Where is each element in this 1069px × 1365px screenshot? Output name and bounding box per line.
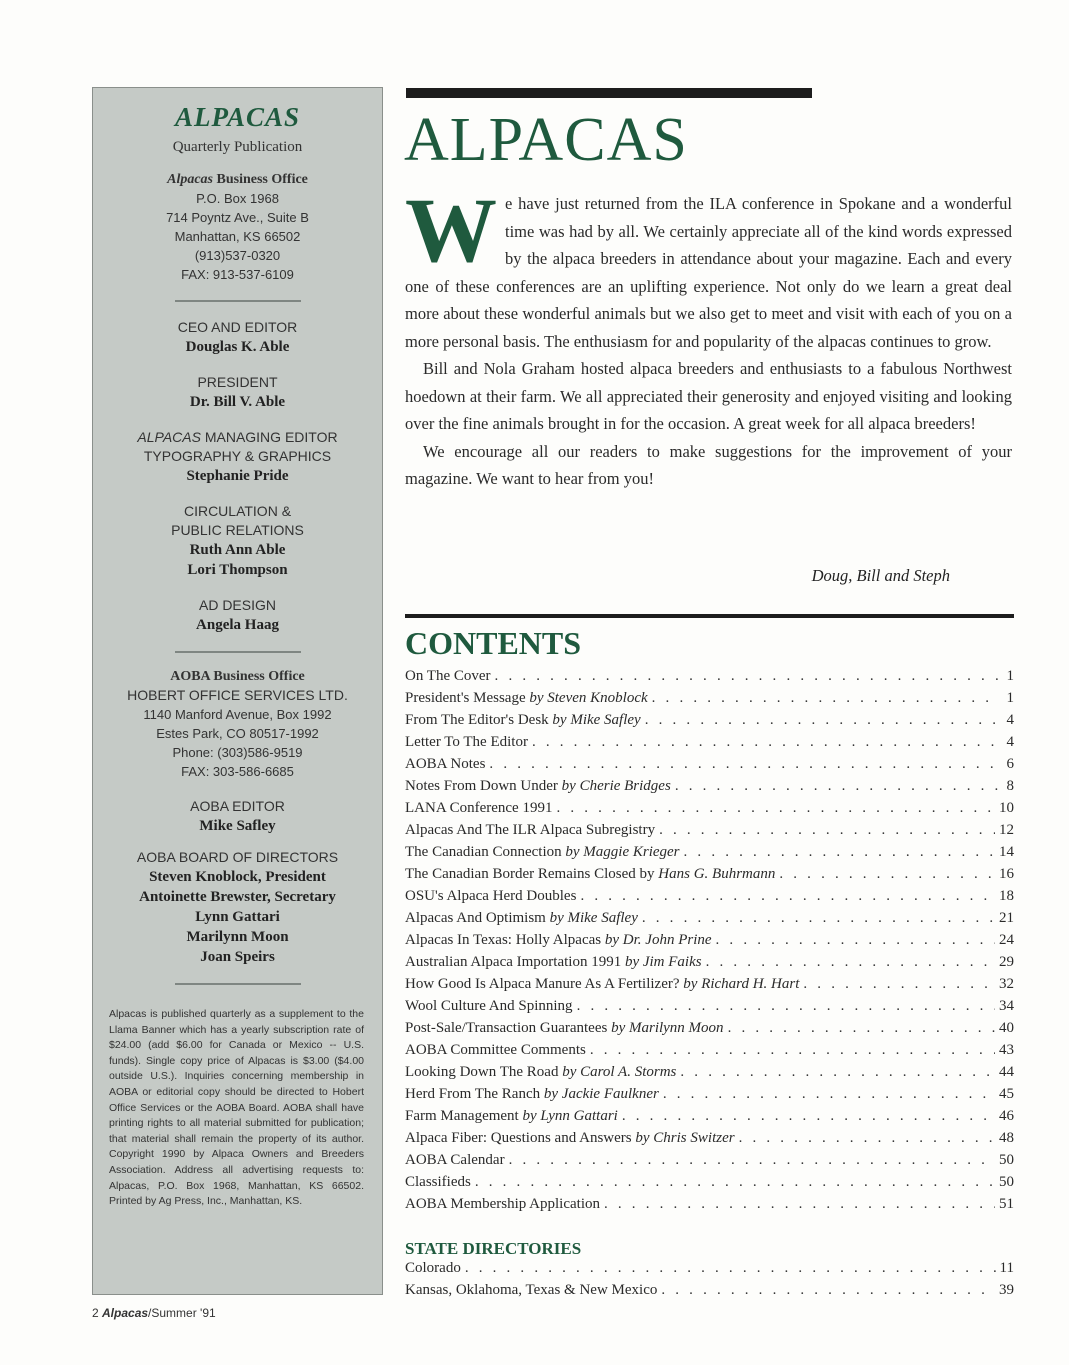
toc-entry[interactable] xyxy=(405,712,1014,734)
toc-entry-author: by Carol A. Storms xyxy=(562,1064,677,1080)
toc-dot-leader xyxy=(684,844,995,861)
toc-entry-title: AOBA Calendar xyxy=(405,1152,505,1168)
toc-entry-title: OSU's Alpaca Herd Doubles xyxy=(405,888,577,904)
toc-dot-leader xyxy=(663,1086,995,1103)
toc-page-number: 50 xyxy=(999,1174,1014,1190)
state-directories-heading: STATE DIRECTORIES xyxy=(405,1239,582,1258)
toc-entry-title: AOBA Membership Application xyxy=(405,1196,600,1212)
toc-dot-leader xyxy=(590,1042,995,1059)
state-directories-list xyxy=(405,1260,1014,1304)
masthead-subtitle: Quarterly Publication xyxy=(172,139,303,155)
staff-ad-design: AD DESIGN Angela Haag xyxy=(196,597,279,633)
toc-page-number: 32 xyxy=(999,976,1014,992)
toc-entry-author: by Dr. John Prine xyxy=(604,932,712,948)
toc-page-number: 34 xyxy=(999,998,1014,1014)
toc-page-number: 10 xyxy=(999,800,1014,816)
toc-page-number: 40 xyxy=(999,1020,1014,1036)
toc-dot-leader xyxy=(509,1152,995,1169)
publication-fine-print: Alpacas is published quarterly as a supplement to the Llama Banner which has a yearly subscription rate of $24.00 (add $6.00 for Canada or Mexico -- U.S. funds). Single copy price of Alpacas is $3.00 ($4.00 outside U.S.). Inquiries concerning membership in AOBA or editorial copy should be directed to Hobert Office Services or the AOBA Board. AOBA shall have printing rights to all material submitted for publication; that material shall remain the property of its author. Copyright 1990 by Alpaca Owners and Breeders Association. Address all advertising requests to: Alpacas, P.O. Box 1968, Manhattan, KS 66502. Printed by Ag Press, Inc., Manhattan, KS. xyxy=(109,1008,364,1208)
toc-dot-leader xyxy=(728,1020,995,1037)
toc-entry-title: Alpacas In Texas: Holly Alpacas by Dr. John Prine xyxy=(405,932,712,948)
toc-entry[interactable] xyxy=(405,1086,1014,1108)
toc-page-number: 39 xyxy=(999,1282,1014,1298)
page-footer: 2 Alpacas/Summer '91 xyxy=(92,1306,216,1320)
sidebar-divider xyxy=(175,651,301,653)
toc-entry-title: How Good Is Alpaca Manure As A Fertilizer? by Richard H. Hart xyxy=(405,976,800,992)
toc-dot-leader xyxy=(475,1174,995,1191)
toc-entry[interactable] xyxy=(405,800,1014,822)
toc-entry[interactable] xyxy=(405,844,1014,866)
toc-entry[interactable] xyxy=(405,1108,1014,1130)
business-office-line: 714 Poyntz Ave., Suite B xyxy=(166,210,309,225)
toc-entry-author: by Richard H. Hart xyxy=(683,976,800,992)
toc-entry-title: Colorado xyxy=(405,1260,461,1276)
toc-entry-author: by Marilynn Moon xyxy=(611,1020,724,1036)
business-office-line: P.O. Box 1968 xyxy=(196,191,279,206)
toc-page-number: 50 xyxy=(999,1152,1014,1168)
sidebar-divider xyxy=(175,300,301,302)
toc-entry[interactable] xyxy=(405,976,1014,998)
toc-entry-title: Alpacas And Optimism by Mike Safley xyxy=(405,910,638,926)
business-office-heading: Alpacas Business Office xyxy=(167,172,308,187)
toc-entry-title: Wool Culture And Spinning xyxy=(405,998,573,1014)
toc-entry[interactable] xyxy=(405,756,1014,778)
toc-entry-author: by Lynn Gattari xyxy=(522,1108,618,1124)
toc-dot-leader xyxy=(580,888,995,905)
toc-entry-title: Herd From The Ranch by Jackie Faulkner xyxy=(405,1086,659,1102)
toc-page-number: 43 xyxy=(999,1042,1014,1058)
toc-entry-title: Looking Down The Road by Carol A. Storms xyxy=(405,1064,677,1080)
sidebar-divider xyxy=(175,983,301,985)
toc-entry-author: by Cherie Bridges xyxy=(561,778,671,794)
toc-entry-title: Post-Sale/Transaction Guarantees by Marilynn Moon xyxy=(405,1020,724,1036)
toc-dot-leader xyxy=(675,778,1000,795)
toc-dot-leader xyxy=(803,976,995,993)
toc-dot-leader xyxy=(495,668,1000,685)
toc-entry-title: AOBA Committee Comments xyxy=(405,1042,586,1058)
toc-entry-title: President's Message by Steven Knoblock xyxy=(405,690,648,706)
toc-page-number: 45 xyxy=(999,1086,1014,1102)
aoba-editor: AOBA EDITOR Mike Safley xyxy=(190,798,285,834)
toc-entry-title: Alpaca Fiber: Questions and Answers by Chris Switzer xyxy=(405,1130,735,1146)
contents-heading: CONTENTS xyxy=(405,625,582,661)
toc-dot-leader xyxy=(556,800,995,817)
toc-page-number: 6 xyxy=(1006,756,1014,772)
toc-entry[interactable] xyxy=(405,1130,1014,1152)
toc-page-number: 1 xyxy=(1006,668,1014,684)
toc-page-number: 44 xyxy=(999,1064,1014,1080)
toc-entry[interactable] xyxy=(405,1064,1014,1086)
toc-entry-title: Notes From Down Under by Cherie Bridges xyxy=(405,778,671,794)
toc-entry[interactable] xyxy=(405,1152,1014,1174)
toc-entry[interactable] xyxy=(405,888,1014,910)
staff-ceo: CEO AND EDITOR Douglas K. Able xyxy=(177,319,298,355)
toc-dot-leader xyxy=(604,1196,995,1213)
toc-entry-author: by Mike Safley xyxy=(552,712,641,728)
toc-page-number: 8 xyxy=(1006,778,1014,794)
toc-entry[interactable] xyxy=(405,998,1014,1020)
drop-cap: W xyxy=(405,179,497,281)
toc-entry-title: Alpacas And The ILR Alpaca Subregistry xyxy=(405,822,656,838)
toc-page-number: 14 xyxy=(999,844,1014,860)
editorial-signature: Doug, Bill and Steph xyxy=(811,566,950,585)
toc-entry[interactable] xyxy=(405,822,1014,844)
toc-dot-leader xyxy=(652,690,1000,707)
toc-dot-leader xyxy=(532,734,1000,751)
aoba-board: AOBA BOARD OF DIRECTORS Steven Knoblock, President Antoinette Brewster, Secretary Lynn Gattari Marilynn Moon Joan Speirs xyxy=(136,849,339,965)
toc-entry[interactable] xyxy=(405,668,1014,690)
business-office-line: FAX: 913-537-6109 xyxy=(181,267,294,282)
toc-entry-title: Letter To The Editor xyxy=(405,734,528,750)
contents-list xyxy=(405,668,1014,1218)
toc-entry[interactable] xyxy=(405,1042,1014,1064)
toc-entry[interactable] xyxy=(405,910,1014,932)
toc-dot-leader xyxy=(577,998,995,1015)
toc-dot-leader xyxy=(465,1260,996,1277)
toc-page-number: 21 xyxy=(999,910,1014,926)
toc-dot-leader xyxy=(642,910,995,927)
toc-page-number: 51 xyxy=(999,1196,1014,1212)
aoba-office-block: AOBA Business Office HOBERT OFFICE SERVICES LTD. 1140 Manford Avenue, Box 1992 Estes Park, CO 80517-1992 Phone: (303)586-9519 FAX: 303-586-6685 xyxy=(93,667,382,781)
toc-entry[interactable] xyxy=(405,1282,1014,1304)
business-office-line: (913)537-0320 xyxy=(194,248,281,263)
toc-entry[interactable] xyxy=(405,1020,1014,1042)
toc-entry[interactable] xyxy=(405,1174,1014,1196)
toc-entry-title: Kansas, Oklahoma, Texas & New Mexico xyxy=(405,1282,658,1298)
toc-entry[interactable] xyxy=(405,1260,1014,1282)
toc-entry[interactable] xyxy=(405,734,1014,756)
toc-entry-title: The Canadian Connection by Maggie Krieger xyxy=(405,844,680,860)
toc-entry-author: by Steven Knoblock xyxy=(529,690,648,706)
toc-entry-title: Farm Management by Lynn Gattari xyxy=(405,1108,618,1124)
toc-entry[interactable] xyxy=(405,778,1014,800)
staff-president: PRESIDENT Dr. Bill V. Able xyxy=(189,374,286,410)
toc-entry-title: Australian Alpaca Importation 1991 by Jim Faiks xyxy=(405,954,702,970)
toc-entry[interactable] xyxy=(405,690,1014,712)
toc-page-number: 24 xyxy=(999,932,1014,948)
toc-page-number: 46 xyxy=(999,1108,1014,1124)
toc-dot-leader xyxy=(716,932,995,949)
business-office-block xyxy=(93,170,382,284)
toc-entry-author: by Jim Faiks xyxy=(624,954,702,970)
page-title: ALPACAS xyxy=(404,106,688,174)
toc-page-number: 16 xyxy=(999,866,1014,882)
toc-entry-title: The Canadian Border Remains Closed by Hans G. Buhrmann xyxy=(405,866,776,882)
toc-page-number: 1 xyxy=(1006,690,1014,706)
editorial-paragraph: We have just returned from the ILA conference in Spokane and a wonderful time was had by all. We certainly appreciate all of the kind words expressed by the alpaca breeders in attendance about your magazine. Each and every one of these conferences are an uplifting experience. Not only do we learn a great deal more about these wonderful animals but we also get to meet and visit with each of you on a more personal basis. The enthusiasm for and popularity of the alpacas continues to grow. xyxy=(405,179,1012,351)
toc-dot-leader xyxy=(645,712,1000,729)
toc-entry[interactable] xyxy=(405,932,1014,954)
toc-dot-leader xyxy=(489,756,1000,773)
masthead-title: ALPACAS xyxy=(174,102,301,132)
toc-page-number: 4 xyxy=(1006,734,1014,750)
toc-page-number: 11 xyxy=(999,1260,1014,1276)
toc-dot-leader xyxy=(661,1282,995,1299)
business-office-line: Manhattan, KS 66502 xyxy=(174,229,301,244)
toc-dot-leader xyxy=(779,866,995,883)
editorial-paragraph: We encourage all our readers to make suggestions for the improvement of your magazine. We want to hear from you! xyxy=(405,441,1012,488)
aoba-office-heading: AOBA Business Office xyxy=(170,669,305,684)
masthead-sidebar xyxy=(92,87,383,1295)
toc-entry[interactable] xyxy=(405,1196,1014,1218)
toc-dot-leader xyxy=(739,1130,995,1147)
staff-managing-editor: ALPACAS MANAGING EDITOR TYPOGRAPHY & GRAPHICS Stephanie Pride xyxy=(137,429,338,484)
toc-entry-author: by Maggie Krieger xyxy=(565,844,680,860)
toc-entry[interactable] xyxy=(405,866,1014,888)
toc-entry[interactable] xyxy=(405,954,1014,976)
editorial-text xyxy=(405,179,1012,493)
toc-page-number: 12 xyxy=(999,822,1014,838)
toc-dot-leader xyxy=(706,954,995,971)
toc-entry-author: by Chris Switzer xyxy=(635,1130,735,1146)
toc-entry-title: Classifieds xyxy=(405,1174,471,1190)
staff-circulation: CIRCULATION & PUBLIC RELATIONS Ruth Ann Able Lori Thompson xyxy=(171,503,304,578)
toc-page-number: 29 xyxy=(999,954,1014,970)
toc-page-number: 4 xyxy=(1006,712,1014,728)
toc-dot-leader xyxy=(622,1108,995,1125)
section-rule xyxy=(405,614,1014,618)
toc-entry-author: Hans G. Buhrmann xyxy=(658,866,776,882)
toc-entry-title: On The Cover xyxy=(405,668,491,684)
toc-page-number: 48 xyxy=(999,1130,1014,1146)
toc-entry-author: by Jackie Faulkner xyxy=(543,1086,659,1102)
header-rule xyxy=(406,88,812,98)
toc-page-number: 18 xyxy=(999,888,1014,904)
toc-entry-title: LANA Conference 1991 xyxy=(405,800,553,816)
editorial-paragraph: Bill and Nola Graham hosted alpaca breeders and enthusiasts to a fabulous Northwest hoedown at their farm. We all appreciated their generosity and enjoyed visiting and looking over the fine animals brought in for the occasion. A great week for all alpaca breeders! xyxy=(405,359,1012,433)
toc-dot-leader xyxy=(659,822,995,839)
toc-entry-author: by Mike Safley xyxy=(549,910,638,926)
toc-entry-title: AOBA Notes xyxy=(405,756,486,772)
toc-dot-leader xyxy=(680,1064,995,1081)
toc-entry-title: From The Editor's Desk by Mike Safley xyxy=(405,712,641,728)
